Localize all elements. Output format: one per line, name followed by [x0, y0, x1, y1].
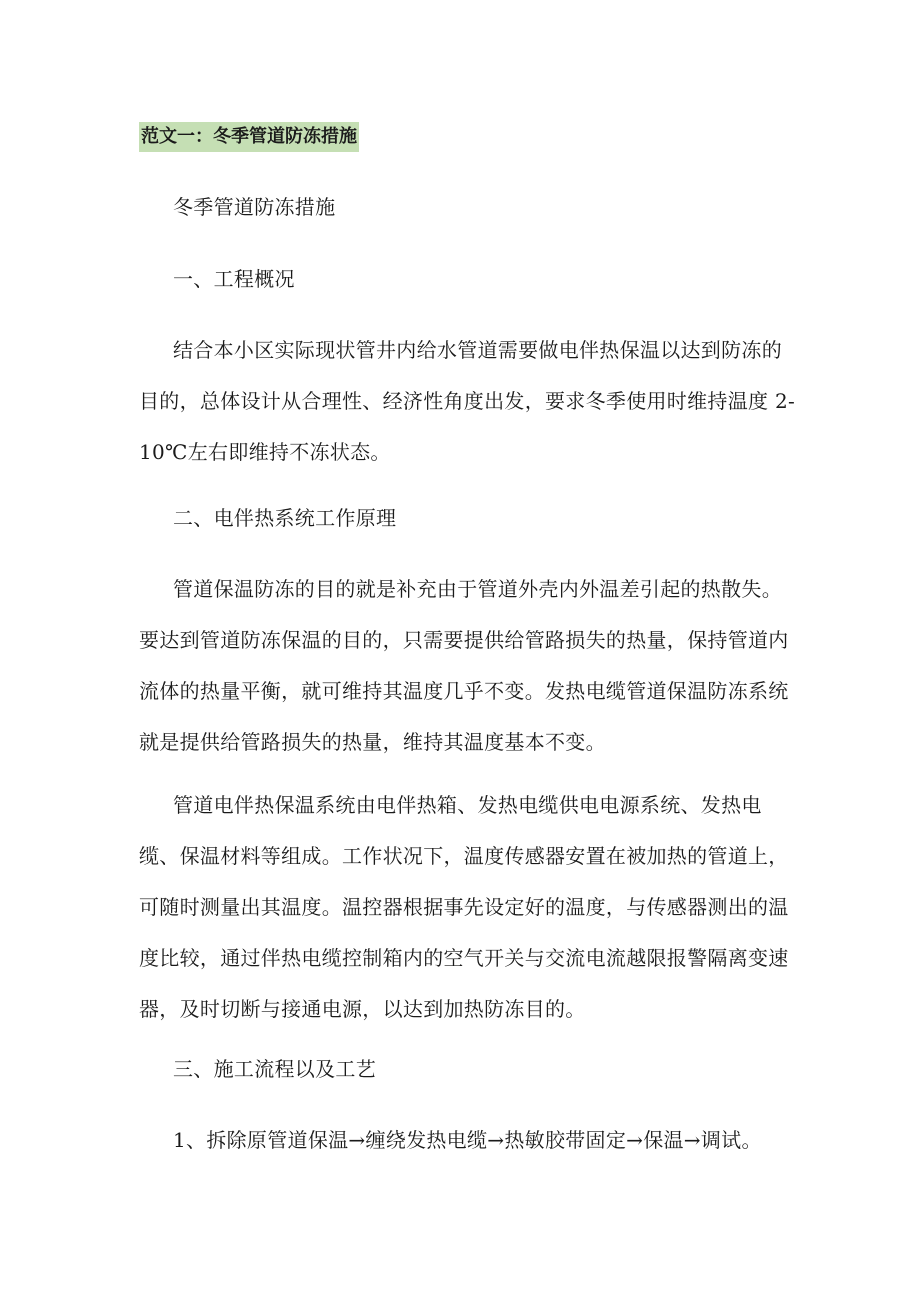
document-heading: 范文一：冬季管道防冻措施	[139, 122, 359, 152]
section-2-heading: 二、电伴热系统工作原理	[173, 506, 397, 530]
document-title: 冬季管道防冻措施	[173, 195, 336, 219]
section-1-paragraph: 结合本小区实际现状管井内给水管道需要做电伴热保温以达到防冻的目的，总体设计从合理性、经济性角度出发，要求冬季使用时维持温度 2-10℃左右即维持不冻状态。	[139, 338, 796, 464]
section-2-paragraph-2: 管道电伴热保温系统由电伴热箱、发热电缆供电电源系统、发热电缆、保温材料等组成。工作状况下，温度传感器安置在被加热的管道上，可随时测量出其温度。温控器根据事先设定好的温度，与传感器测出的温度比较，通过伴热电缆控制箱内的空气开关与交流电流越限报警隔离变速器，及时切断与接通电源，以达到加热防冻目的。	[139, 793, 789, 1021]
section-2-paragraph-1: 管道保温防冻的目的就是补充由于管道外壳内外温差引起的热散失。要达到管道防冻保温的目的，只需要提供给管路损失的热量，保持管道内流体的热量平衡，就可维持其温度几乎不变。发热电缆管道保温防冻系统就是提供给管路损失的热量，维持其温度基本不变。	[139, 577, 789, 754]
section-3-heading: 三、施工流程以及工艺	[173, 1057, 376, 1081]
section-1-heading: 一、工程概况	[173, 267, 295, 291]
section-3-item-1: 1、拆除原管道保温→缠绕发热电缆→热敏胶带固定→保温→调试。	[173, 1128, 762, 1152]
